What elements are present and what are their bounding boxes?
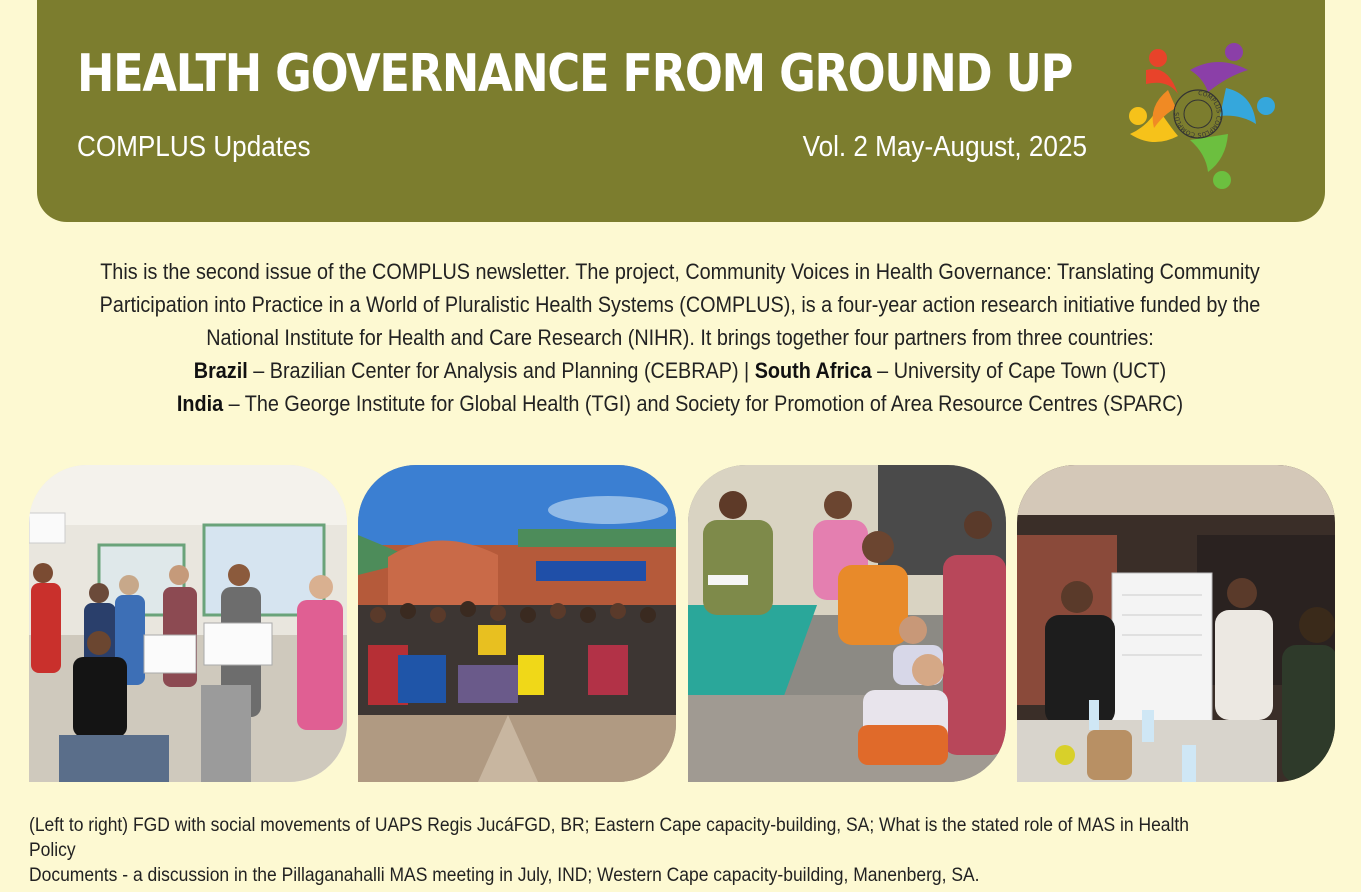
header-banner <box>37 0 1325 222</box>
intro-line: National Institute for Health and Care Research (NIHR). It brings together four partners from three countries: <box>206 325 1154 350</box>
intro-line: Participation into Practice in a World of Pluralistic Health Systems (COMPLUS), is a four-year action research initiative funded by the <box>99 292 1261 317</box>
partner-brazil: – Brazilian Center for Analysis and Planning (CEBRAP) | <box>247 358 755 383</box>
partner-india: – The George Institute for Global Health (TGI) and Society for Promotion of Area Resource Centres (SPARC) <box>223 391 1184 416</box>
partners-brazil-sa <box>95 354 1265 387</box>
newsletter-subtitle: COMPLUS Updates <box>77 131 311 163</box>
photo-brazil-fgd <box>29 465 347 782</box>
photo-caption <box>29 813 1225 888</box>
volume-info: Vol. 2 May-August, 2025 <box>802 131 1087 163</box>
intro-paragraph <box>95 255 1265 420</box>
caption-line: Documents - a discussion in the Pillaganahalli MAS meeting in July, IND; Western Cape capacity-building, Manenberg, SA. <box>29 865 980 886</box>
partners-india <box>95 387 1265 420</box>
photo-strip <box>0 465 1361 783</box>
complus-logo-icon <box>1117 36 1279 192</box>
logo-ring-text: COMPLUS COMPLUS COMPLUS <box>1173 89 1222 139</box>
country-brazil: Brazil <box>193 358 248 383</box>
partner-south-africa: – University of Cape Town (UCT) <box>871 358 1167 383</box>
country-south-africa: South Africa <box>754 358 872 383</box>
photo-eastern-cape <box>358 465 676 782</box>
meeting-photo-pillaganahalli-icon <box>688 465 1006 782</box>
photo-pillaganahalli <box>688 465 1006 782</box>
newsletter-title: HEALTH GOVERNANCE FROM GROUND UP <box>77 44 1073 104</box>
group-photo-eastern-cape-icon <box>358 465 676 782</box>
caption-line: (Left to right) FGD with social movements of UAPS Regis JucáFGD, BR; Eastern Cape capacity-building, SA; What is the stated role of MAS in Health Policy <box>29 815 1189 861</box>
intro-line: This is the second issue of the COMPLUS newsletter. The project, Community Voices in Health Governance: Translating Community <box>100 259 1260 284</box>
group-photo-brazil-icon <box>29 465 347 782</box>
workshop-photo-manenberg-icon <box>1017 465 1335 782</box>
photo-manenberg <box>1017 465 1335 782</box>
country-india: India <box>176 391 224 416</box>
